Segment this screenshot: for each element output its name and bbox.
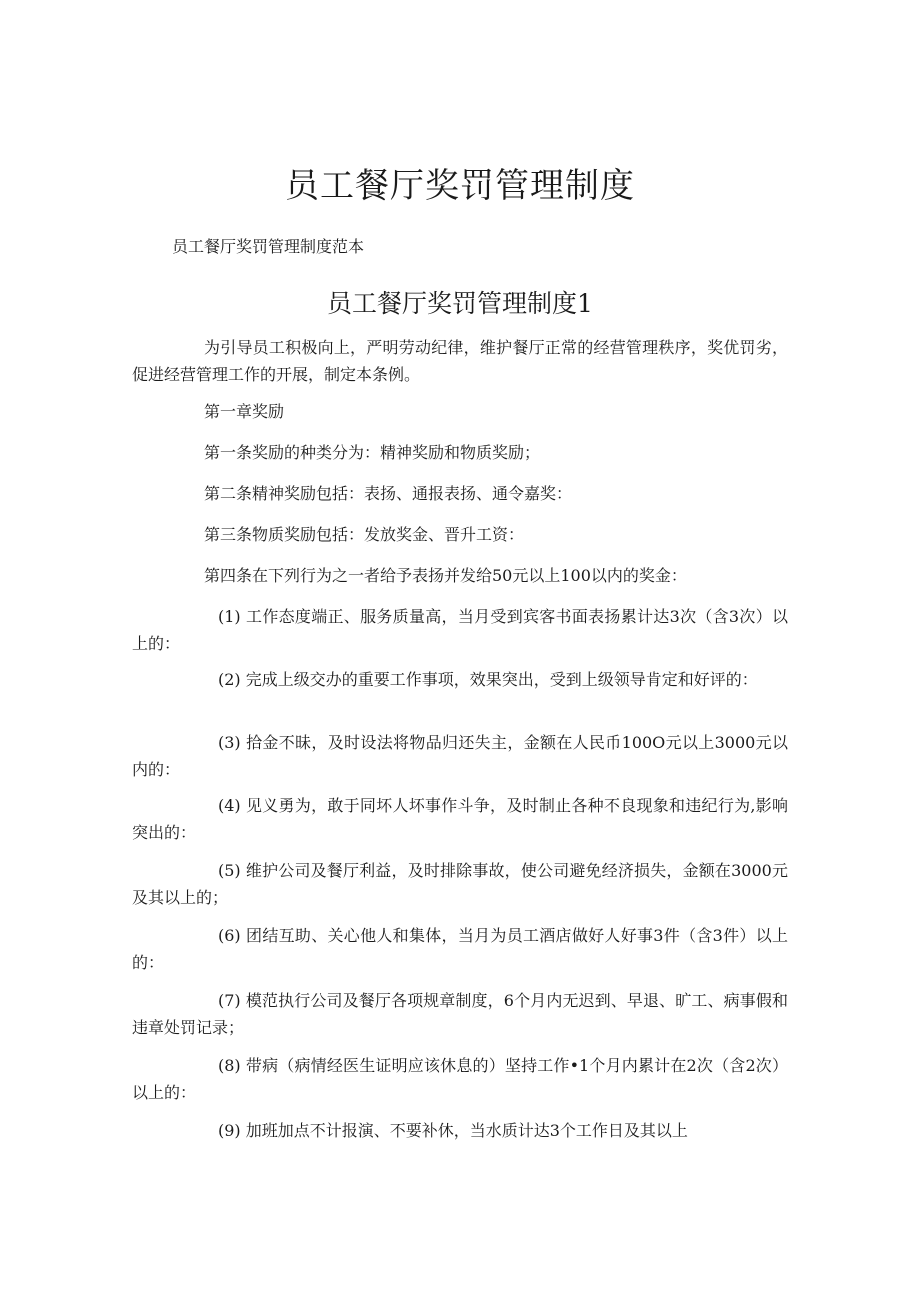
article-1: 第一条奖励的种类分为：精神奖励和物质奖励； [204, 443, 541, 462]
list-item: (2) 完成上级交办的重要工作事项，效果突出，受到上级领导肯定和好评的： [218, 670, 758, 689]
list-item: (6) 团结互助、关心他人和集体，当月为员工酒店做好人好事3件（含3件）以上的： [132, 926, 788, 972]
section-title: 员工餐厅奖罚管理制度1 [327, 289, 593, 318]
list-item: (8) 带病（病情经医生证明应该休息的）坚持工作•1个月内累计在2次（含2次）以上的： [132, 1056, 788, 1102]
chapter-heading: 第一章奖励 [204, 402, 285, 421]
list-item: (7) 模范执行公司及餐厅各项规章制度，6个月内无迟到、早退、旷工、病事假和违章处罚记录； [132, 991, 788, 1037]
article-2: 第二条精神奖励包括：表扬、通报表扬、通令嘉奖： [204, 484, 573, 503]
document-title: 员工餐厅奖罚管理制度 [285, 166, 635, 206]
intro-paragraph: 为引导员工积极向上，严明劳动纪律，维护餐厅正常的经营管理秩序，奖优罚劣，促进经营管理工作的开展，制定本条例。 [132, 338, 788, 384]
article-3: 第三条物质奖励包括：发放奖金、晋升工资： [204, 525, 525, 544]
document-subtitle: 员工餐厅奖罚管理制度范本 [172, 237, 365, 256]
list-item: (4) 见义勇为，敢于同坏人坏事作斗争，及时制止各种不良现象和违纪行为,影响突出的： [132, 796, 788, 842]
list-item: (5) 维护公司及餐厅利益，及时排除事故，使公司避免经济损失，金额在3000元及其以上的； [132, 861, 788, 907]
list-item: (9) 加班加点不计报演、不要补休，当水质计达3个工作日及其以上 [218, 1121, 688, 1140]
article-4: 第四条在下列行为之一者给予表扬并发给50元以上100以内的奖金： [204, 566, 687, 585]
list-item: (1) 工作态度端正、服务质量高，当月受到宾客书面表扬累计达3次（含3次）以上的： [132, 607, 788, 653]
list-item: (3) 拾金不昧，及时设法将物品归还失主，金额在人民币100O元以上3000元以内的： [132, 733, 788, 779]
